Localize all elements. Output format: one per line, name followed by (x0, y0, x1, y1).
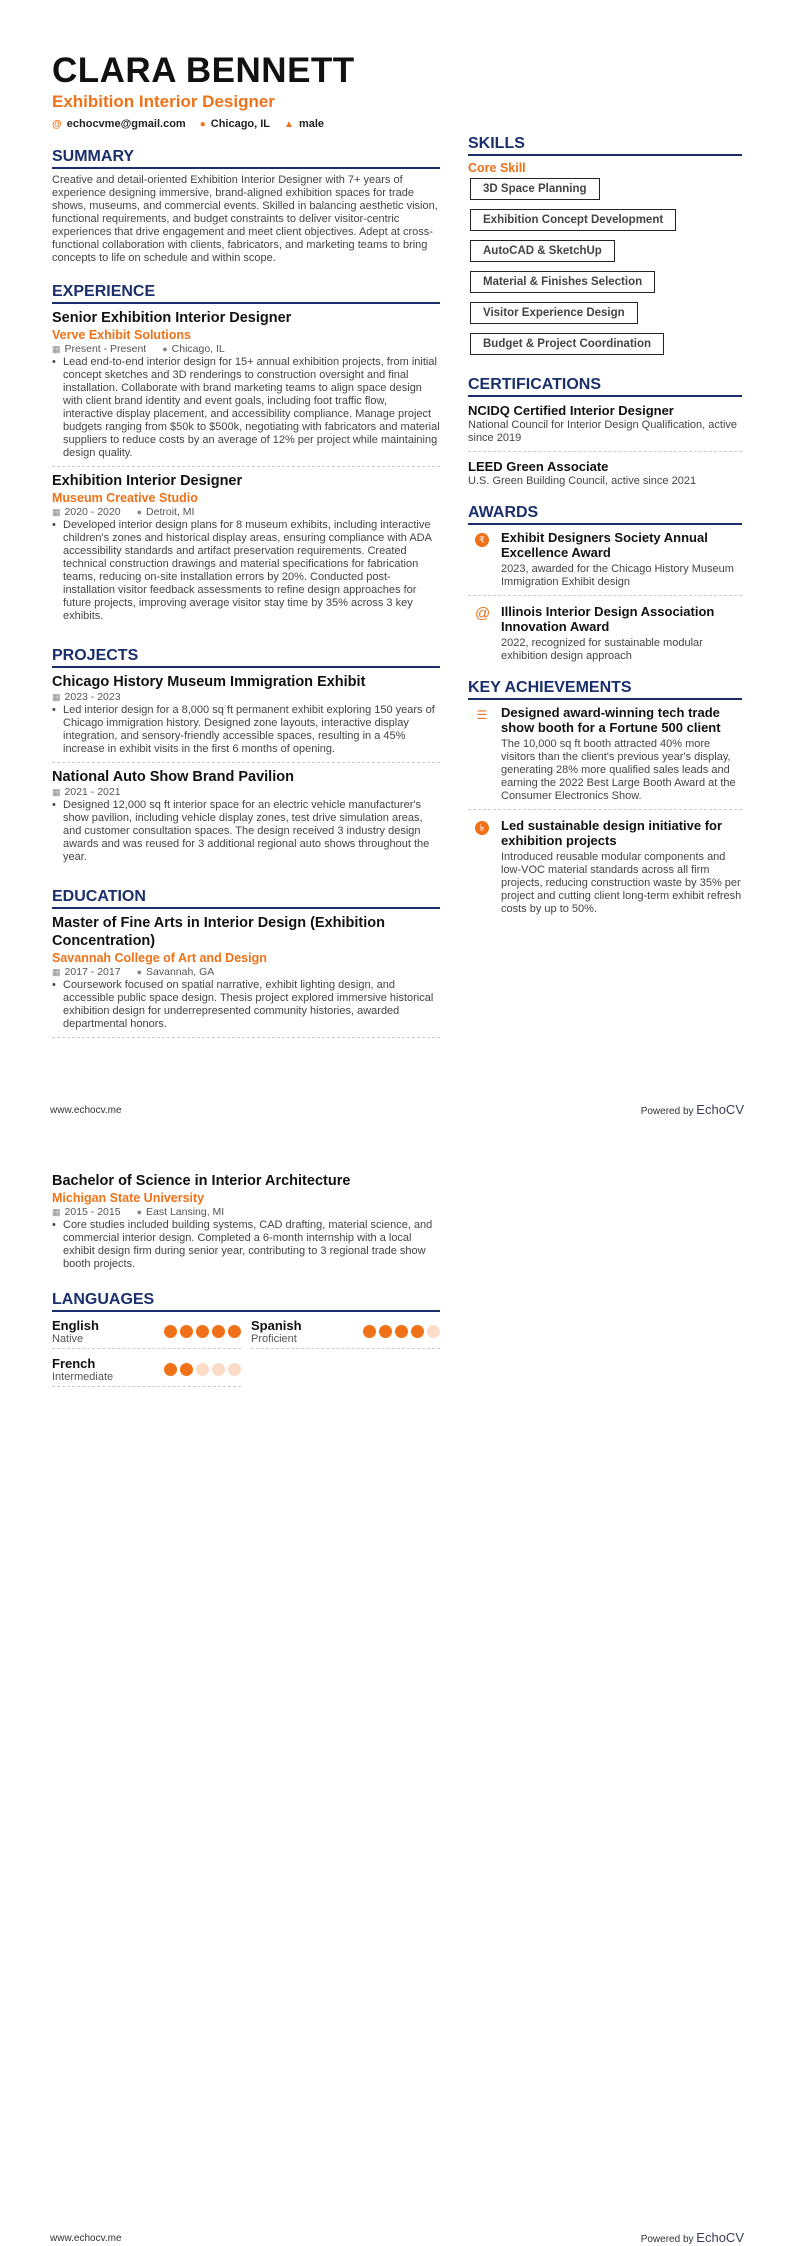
at-icon: @ (475, 605, 491, 622)
skill-tag: AutoCAD & SketchUp (470, 240, 615, 262)
achievements-heading: KEY ACHIEVEMENTS (468, 679, 742, 700)
calendar-icon: ▦ (52, 967, 61, 977)
side-column (468, 135, 742, 930)
skill-tag: Material & Finishes Selection (470, 271, 655, 293)
award-desc: 2023, awarded for the Chicago History Museum Immigration Exhibit design (501, 563, 734, 588)
skills-heading: SKILLS (468, 135, 742, 156)
calendar-icon: ▦ (52, 787, 61, 797)
education-entry: Bachelor of Science in Interior Architecture Michigan State University ▦ 2015 - 2015 ● East Lansing, MI • Core studies included building systems, CAD drafting, material science, and commercial interior design. Completed a 6-month internship with a local exhibit design firm during senior year, contributing to 3 regional trade show booth projects. (52, 1172, 440, 1277)
rating-dot (196, 1363, 209, 1376)
cert-title: NCIDQ Certified Interior Designer (468, 403, 674, 418)
taka-icon: ৳ (475, 821, 489, 835)
degree-title: Bachelor of Science in Interior Architecture (52, 1173, 351, 1189)
contact-email[interactable] (52, 118, 186, 130)
job-location: Chicago, IL (171, 343, 225, 355)
award-entry (468, 530, 742, 596)
rating-dot (379, 1325, 392, 1338)
award-entry (468, 604, 742, 669)
achievement-title: Designed award-winning tech trade show booth for a Fortune 500 client (501, 705, 721, 735)
job-dates: 2020 - 2020 (64, 506, 121, 518)
achievement-entry (468, 818, 742, 922)
edu-location: East Lansing, MI (146, 1206, 225, 1218)
job-title: Senior Exhibition Interior Designer (52, 310, 292, 326)
award-title: Exhibit Designers Society Annual Excellence Award (501, 530, 708, 560)
experience-entry: Exhibition Interior Designer Museum Creative Studio ▦ 2020 - 2020 ● Detroit, MI • Developed interior design plans for 8 museum exhibits, including interactive children's zones and historical display areas, ensuring compliance with ADA accessibility standards and artifact preservation requirements. Created technical construction drawings and material specifications for fabrication teams, reducing on-site installation errors by 20%. Conducted post-installation visitor feedback assessments to refine design approaches for future projects, improving average visitor stay time by 35% across 3 key exhibits. (52, 472, 440, 629)
skill-tag: Budget & Project Coordination (470, 333, 664, 355)
calendar-icon: ▦ (52, 507, 61, 517)
language-level: Native (52, 1333, 84, 1345)
lines-icon: ☰ (476, 708, 488, 722)
project-dates: 2023 - 2023 (64, 691, 121, 703)
award-title: Illinois Interior Design Association Innovation Award (501, 604, 715, 634)
certifications-heading: CERTIFICATIONS (468, 376, 742, 397)
contact-location (200, 118, 270, 130)
rating-dot (228, 1325, 241, 1338)
experience-entry: Senior Exhibition Interior Designer Verve Exhibit Solutions ▦ Present - Present ● Chicago, IL • Lead end-to-end interior design for 15+ annual exhibition projects, from initial concept sketches and 3D renderings to construction oversight and final installation. Collaborate with brand marketing teams to align space design with client brand identity and event goals, including foot traffic flow, interactive display placement, and accessibility compliance. Manage project budgets ranging from $50k to $500k, negotiating with fabricators and material suppliers to reduce costs by an average of 12% per project while maintaining design quality. (52, 309, 440, 467)
languages-heading: LANGUAGES (52, 1291, 440, 1312)
rating-dot (196, 1325, 209, 1338)
location-pin-icon: ● (136, 1207, 143, 1217)
job-description: Lead end-to-end interior design for 15+ annual exhibition projects, from initial concept sketches and 3D renderings to construction oversight and final installation. Collaborate with brand marketing teams to align space design with client brand identity and event goals, including foot traffic flow, interactive display placement, and accessibility compliance. Manage project budgets ranging from $50k to $500k, negotiating with fabricators and material suppliers to reduce costs by an average of 12% per project while maintaining design quality. (63, 356, 440, 459)
job-dates: Present - Present (64, 343, 147, 355)
location-pin-icon: ● (162, 344, 168, 354)
main-column-continued (52, 1172, 440, 1393)
award-desc: 2022, recognized for sustainable modular exhibition design approach (501, 637, 703, 662)
rating-dot (411, 1325, 424, 1338)
company-name: Verve Exhibit Solutions (52, 328, 191, 342)
skill-tag: 3D Space Planning (470, 178, 600, 200)
edu-description: Coursework focused on spatial narrative, exhibit lighting design, and accessible public space design. Thesis project explored immersive historical exhibition design for underrepresented community histories, awarded departmental honors. (63, 979, 434, 1030)
certification-entry (468, 402, 742, 452)
language-level: Intermediate (52, 1371, 114, 1383)
footer-url[interactable]: www.echocv.me (50, 1105, 122, 1116)
certification-entry (468, 458, 742, 494)
rating-dot (395, 1325, 408, 1338)
cert-desc: National Council for Interior Design Qualification, active since 2019 (468, 419, 738, 444)
achievement-entry (468, 705, 742, 810)
location-text: Chicago, IL (210, 118, 271, 130)
email-text: echocvme@gmail.com (66, 118, 186, 130)
project-description: Designed 12,000 sq ft interior space for an electric vehicle manufacturer's show pavilion, including vehicle display zones, test drive simulation areas, and customer consultation spaces. The design received 3 industry design awards and was reused for 3 additional regional auto shows throughout the year. (63, 799, 430, 863)
location-pin-icon: ● (136, 507, 143, 517)
rating-dot (427, 1325, 440, 1338)
skill-group-title: Core Skill (468, 161, 526, 175)
powered-by-text: Powered by (640, 2234, 694, 2245)
job-title: Exhibition Interior Designer (52, 473, 243, 489)
rating-dot (363, 1325, 376, 1338)
degree-title: Master of Fine Arts in Interior Design (Exhibition Concentration) (52, 915, 385, 949)
edu-description: Core studies included building systems, CAD drafting, material science, and commercial interior design. Completed a 6-month internship with a local exhibit design firm during senior year, contributing to 3 regional trade show booth projects. (63, 1219, 433, 1270)
projects-heading: PROJECTS (52, 647, 440, 668)
language-rating (363, 1325, 440, 1338)
cert-title: LEED Green Associate (468, 459, 609, 474)
project-entry: Chicago History Museum Immigration Exhibit ▦ 2023 - 2023 • Led interior design for a 8,000 sq ft permanent exhibit exploring 150 years of Chicago immigration history. Designed zone layouts, interactive display integration, and sensory-friendly accessible spaces, resulting in a 45% increase in exhibit visits in the first 6 months of opening. (52, 673, 440, 763)
rating-dot (180, 1325, 193, 1338)
contact-gender (284, 118, 324, 130)
skill-list (468, 178, 742, 364)
language-level: Proficient (251, 1333, 297, 1345)
language-name: French (52, 1356, 96, 1371)
rating-dot (180, 1363, 193, 1376)
project-title: National Auto Show Brand Pavilion (52, 769, 294, 785)
footer-powered (641, 1102, 744, 1117)
edu-dates: 2015 - 2015 (64, 1206, 121, 1218)
language-item (251, 1317, 440, 1349)
education-heading: EDUCATION (52, 888, 440, 909)
language-rating (164, 1363, 241, 1376)
school-name: Savannah College of Art and Design (52, 951, 267, 965)
cert-desc: U.S. Green Building Council, active since 2021 (468, 475, 697, 487)
location-pin-icon: ● (136, 967, 143, 977)
footer-powered (641, 2230, 744, 2245)
company-name: Museum Creative Studio (52, 491, 198, 505)
language-list (52, 1317, 440, 1393)
project-entry: National Auto Show Brand Pavilion ▦ 2021 - 2021 • Designed 12,000 sq ft interior space for an electric vehicle manufacturer's show pavilion, including vehicle display zones, test drive simulation areas, and customer consultation spaces. The design received 3 industry design awards and was reused for 3 additional regional auto shows throughout the year. (52, 768, 440, 870)
skill-tag: Exhibition Concept Development (470, 209, 676, 231)
powered-by-text: Powered by (640, 1106, 694, 1117)
awards-heading: AWARDS (468, 504, 742, 525)
project-title: Chicago History Museum Immigration Exhibit (52, 674, 366, 690)
summary-heading: SUMMARY (52, 148, 440, 169)
language-item (52, 1355, 241, 1387)
location-pin-icon: ● (199, 119, 206, 130)
experience-heading: EXPERIENCE (52, 283, 440, 304)
brand-logo: EchoCV (696, 1102, 744, 1117)
achievement-title: Led sustainable design initiative for exhibition projects (501, 818, 723, 848)
rupee-icon: ₹ (475, 533, 489, 547)
language-item (52, 1317, 241, 1349)
achievement-desc: The 10,000 sq ft booth attracted 40% more visitors than the client's previous year's display, generating 28% more qualified sales leads and earning the 2022 Best Large Booth Award at the Consumer Electronics Show. (501, 738, 736, 802)
candidate-name: CLARA BENNETT (52, 51, 355, 90)
edu-dates: 2017 - 2017 (64, 966, 121, 978)
calendar-icon: ▦ (52, 1207, 61, 1217)
project-description: Led interior design for a 8,000 sq ft permanent exhibit exploring 150 years of Chicago immigration history. Designed zone layouts, interactive display integration, and sensory-friendly accessible spaces, resulting in a 45% increase in exhibit visits in the first 6 months of opening. (63, 704, 435, 755)
skill-tag: Visitor Experience Design (470, 302, 638, 324)
achievement-desc: Introduced reusable modular components and low-VOC material standards across all firm projects, reducing construction waste by 35% per project and cutting client long-term exhibit refresh costs by up to 50%. (501, 851, 742, 915)
language-name: Spanish (251, 1318, 302, 1333)
resume-page-2 (0, 1140, 794, 2246)
rating-dot (212, 1325, 225, 1338)
job-location: Detroit, MI (146, 506, 195, 518)
calendar-icon: ▦ (52, 692, 61, 702)
summary-text: Creative and detail-oriented Exhibition Interior Designer with 7+ years of experience designing immersive, brand-aligned exhibition spaces for trade shows, museums, and commercial events. Skilled in balancing aesthetic vision, functional requirements, and budget constraints to deliver visitor-centric experiences that drive engagement and meet client objectives. Adept at cross-functional collaboration with clients, fabricators, and marketing teams to bring concepts to life on schedule and within scope. (52, 174, 438, 264)
education-entry: Master of Fine Arts in Interior Design (Exhibition Concentration) Savannah College of Art and Design ▦ 2017 - 2017 ● Savannah, GA • Coursework focused on spatial narrative, exhibit lighting design, and accessible public space design. Thesis project explored immersive historical exhibition design for underrepresented community histories, awarded departmental honors. (52, 914, 440, 1038)
language-rating (164, 1325, 241, 1338)
gender-text: male (298, 118, 325, 130)
edu-location: Savannah, GA (146, 966, 215, 978)
person-icon: ▲ (284, 119, 294, 130)
school-name: Michigan State University (52, 1191, 205, 1205)
footer-url[interactable]: www.echocv.me (50, 2233, 122, 2244)
rating-dot (164, 1363, 177, 1376)
rating-dot (228, 1363, 241, 1376)
main-column (52, 52, 440, 1043)
contact-row (52, 118, 440, 130)
at-icon: @ (52, 119, 62, 130)
rating-dot (212, 1363, 225, 1376)
rating-dot (164, 1325, 177, 1338)
candidate-title: Exhibition Interior Designer (52, 92, 275, 111)
brand-logo: EchoCV (696, 2230, 744, 2245)
job-description: Developed interior design plans for 8 museum exhibits, including interactive children's zones and historical display areas, ensuring compliance with ADA accessibility standards and artifact preservation requirements. Created technical construction drawings and material specifications for fabrication teams, reducing on-site installation errors by 20%. Conducted post-installation visitor feedback assessments to refine design approaches for future projects, improving average visitor stay time by 35% across 3 key exhibits. (63, 519, 432, 622)
calendar-icon: ▦ (52, 344, 61, 354)
language-name: English (52, 1318, 99, 1333)
project-dates: 2021 - 2021 (64, 786, 121, 798)
